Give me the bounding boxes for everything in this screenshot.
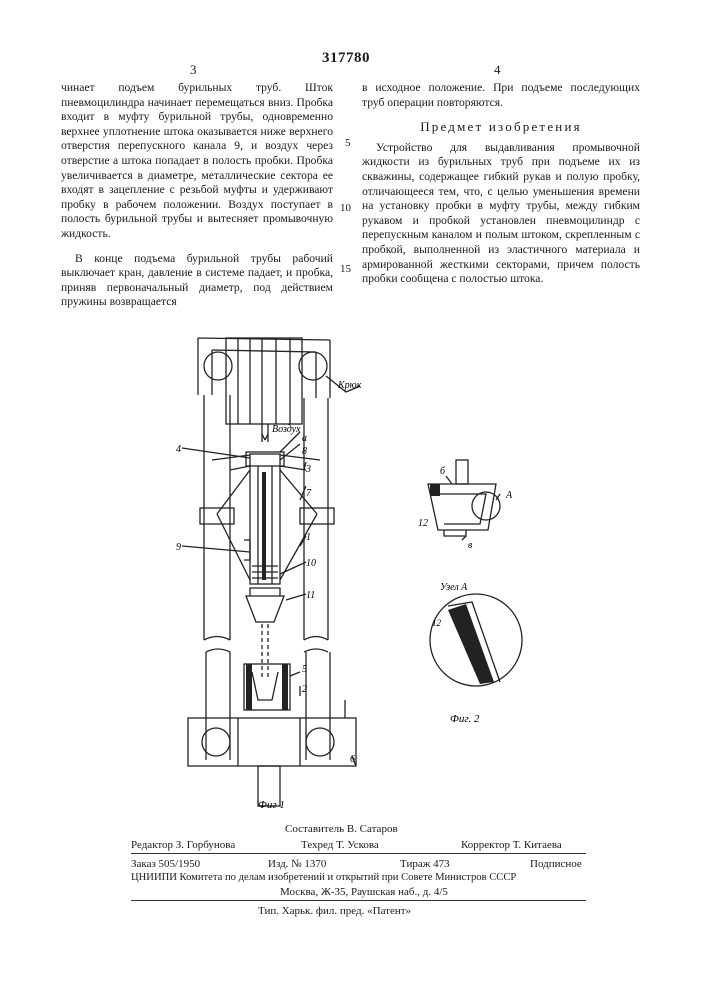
fig1-plug bbox=[246, 596, 284, 622]
left-paragraph-2: В конце подъема бурильной трубы рабочий выключает кран, давление в системе падает, и пробка, приняв первоначальный диаметр, под действием пружины возвращается bbox=[61, 252, 333, 310]
fig1-label-5: 5 bbox=[302, 664, 307, 675]
fig2-caption: Фиг. 2 bbox=[450, 713, 480, 725]
fig1-left-pipe bbox=[204, 395, 230, 640]
fig2-node-part: 12 bbox=[432, 618, 442, 628]
fig1-caption: Фиг 1 bbox=[258, 799, 285, 811]
subscription: Подписное bbox=[530, 857, 582, 871]
print-run: Тираж 473 bbox=[400, 857, 450, 871]
fig1-label-a: а bbox=[302, 433, 307, 444]
right-column-text bbox=[362, 81, 640, 287]
fig1-label-2: 2 bbox=[302, 684, 307, 695]
right-intro: в исходное положение. При подъеме последующих труб операции повторяются. bbox=[362, 81, 640, 110]
line-number-15: 15 bbox=[340, 263, 351, 275]
fig1-left-pulley bbox=[204, 352, 232, 380]
compiler: Составитель В. Сатаров bbox=[285, 822, 398, 836]
fig2-label-v: в bbox=[468, 540, 473, 551]
fig1-right-pipe bbox=[304, 398, 328, 640]
imprint-divider-top bbox=[131, 853, 586, 854]
imprint-divider-bottom bbox=[131, 900, 586, 901]
editor: Редактор З. Горбунова bbox=[131, 838, 235, 852]
fig1-label-10: 10 bbox=[306, 558, 316, 569]
edition-number: Изд. № 1370 bbox=[268, 857, 326, 871]
fig1-left-clamp bbox=[200, 508, 234, 524]
fig1-right-pulley bbox=[299, 352, 327, 380]
fig1-label-11: 11 bbox=[306, 590, 315, 601]
techred: Техред Т. Ускова bbox=[301, 838, 379, 852]
fig1-label-9: 9 bbox=[176, 542, 181, 553]
fig2-node-label: Узел А bbox=[440, 582, 468, 593]
fig2-label-12: 12 bbox=[418, 518, 428, 529]
left-column-text bbox=[61, 81, 333, 310]
fig1-plug-path bbox=[262, 624, 268, 680]
fig1-label-8: 8 bbox=[302, 446, 307, 457]
fig1-hook-label: Крюк bbox=[337, 380, 362, 391]
fig1-left-hook-arm bbox=[198, 338, 212, 395]
claims-heading: Предмет изобретения bbox=[362, 120, 640, 135]
right-column-number: 4 bbox=[494, 62, 501, 78]
address: Москва, Ж-35, Раушская наб., д. 4/5 bbox=[280, 885, 448, 899]
fig1-bypass-channel bbox=[244, 540, 250, 560]
fig1-label-6: 6 bbox=[350, 754, 355, 765]
fig1-label-1: 1 bbox=[306, 532, 311, 543]
fig1-label-3: 3 bbox=[305, 464, 311, 475]
figure-1-drawing bbox=[150, 325, 370, 820]
fig1-right-hook-arm bbox=[316, 340, 330, 398]
corrector: Корректор Т. Китаева bbox=[461, 838, 562, 852]
line-number-10: 10 bbox=[340, 202, 351, 214]
fig1-right-clamp bbox=[300, 508, 334, 524]
left-paragraph-1: чинает подъем бурильных труб. Шток пневмоцилиндра начинает перемещаться вниз. Пробка входит в муфту бурильной трубы, одновременно верхнее уплотнение штока оказывается ниже верхнего отверстия перепускного канала 9, и воздух через отверстие а штока попадает в полость пробки. Пробка увеличивается в диаметре, металлические сектора ее входят в зацепление с резьбой муфты и удерживают пробку в рабочем положении. Воздух поступает в полость бурильной трубы и вытесняет промывочную жидкость. bbox=[61, 81, 333, 242]
fig2-rod bbox=[456, 460, 468, 484]
fig2-label-a: А bbox=[505, 490, 513, 501]
fig1-left-wires bbox=[217, 470, 250, 580]
organization: ЦНИИПИ Комитета по делам изобретений и открытий при Совете Министров СССР bbox=[131, 871, 516, 885]
fig1-label-7: 7 bbox=[306, 488, 312, 499]
printer: Тип. Харьк. фил. пред. «Патент» bbox=[258, 904, 411, 918]
fig1-air-label: Воздух bbox=[272, 424, 301, 435]
left-column-number: 3 bbox=[190, 62, 197, 78]
fig1-top-bar bbox=[198, 338, 330, 352]
order-number: Заказ 505/1950 bbox=[131, 857, 200, 871]
fig2-label-b: б bbox=[440, 466, 446, 477]
line-number-5: 5 bbox=[345, 137, 351, 149]
patent-number: 317780 bbox=[322, 50, 370, 67]
figure-2-drawing bbox=[400, 455, 530, 735]
claim-text: Устройство для выдавливания промывочной жидкости из бурильных труб при подъеме их из скважины, содержащее гибкий рукав и полую пробку, отличающееся тем, что, с целью уменьшения времени на установку пробки в муфту трубы, между гибким рукавом и пробкой установлен пневмоцилиндр с перепускным каналом и полым штоком, скрепленным с пробкой, выполненной из эластичного материала и армированной жесткими секторами, причем полость пробки сообщена с полостью штока. bbox=[362, 141, 640, 287]
fig1-label-4: 4 bbox=[176, 444, 181, 455]
fig1-bottom-frame bbox=[188, 718, 356, 766]
